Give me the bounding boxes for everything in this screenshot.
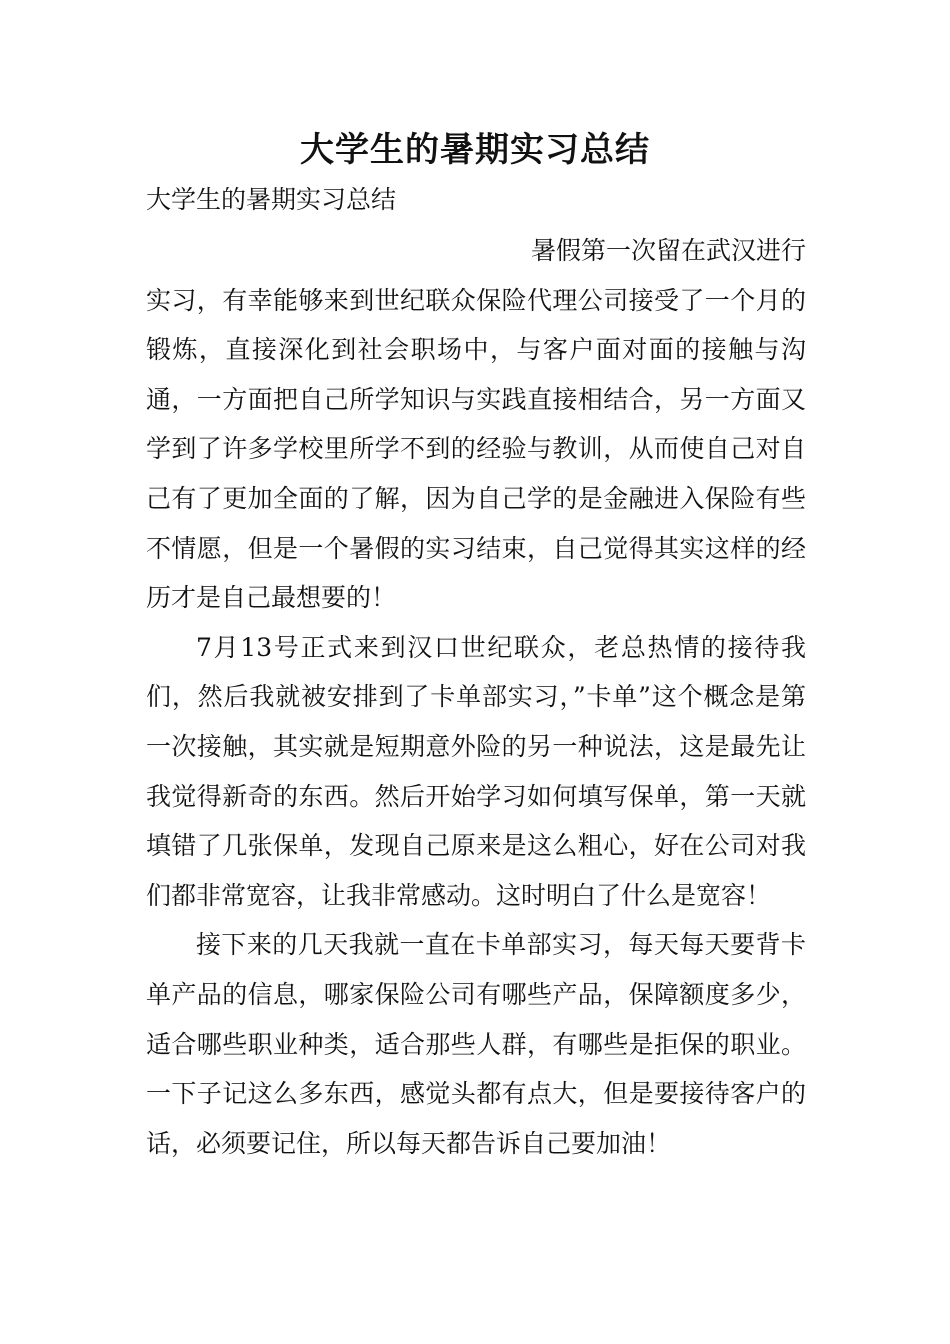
paragraph-1-text: 实习，有幸能够来到世纪联众保险代理公司接受了一个月的锻炼，直接深化到社会职场中，与客户面对面的接触与沟通，一方面把自己所学知识与实践直接相结合，另一方面又学到了许多学校里所学不到的经验与教训，从而使自己对自己有了更加全面的了解，因为自己学的是金融进入保险有些不情愿，但是一个暑假的实习结束，自己觉得其实这样的经历才是自己最想要的！ <box>146 285 806 613</box>
paragraph-2: 7月13号正式来到汉口世纪联众，老总热情的接待我们，然后我就被安排到了卡单部实习，”卡单”这个概念是第一次接触，其实就是短期意外险的另一种说法，这是最先让我觉得新奇的东西。然后开始学习如何填写保单，第一天就填错了几张保单，发现自己原来是这么粗心，好在公司对我们都非常宽容，让我非常感动。这时明白了什么是宽容！ <box>146 632 806 910</box>
paragraph-3: 接下来的几天我就一直在卡单部实习，每天每天要背卡单产品的信息，哪家保险公司有哪些产品，保障额度多少，适合哪些职业种类，适合那些人群，有哪些是拒保的职业。一下子记这么多东西，感觉头都有点大，但是要接待客户的话，必须要记住，所以每天都告诉自己要加油！ <box>146 930 806 1158</box>
document-body <box>146 226 806 1168</box>
document-subtitle: 大学生的暑期实习总结 <box>146 185 397 214</box>
paragraph-1-first-line: 暑假第一次留在武汉进行 <box>530 236 806 265</box>
paragraph-1 <box>146 226 806 623</box>
document-title: 大学生的暑期实习总结 <box>300 130 650 170</box>
